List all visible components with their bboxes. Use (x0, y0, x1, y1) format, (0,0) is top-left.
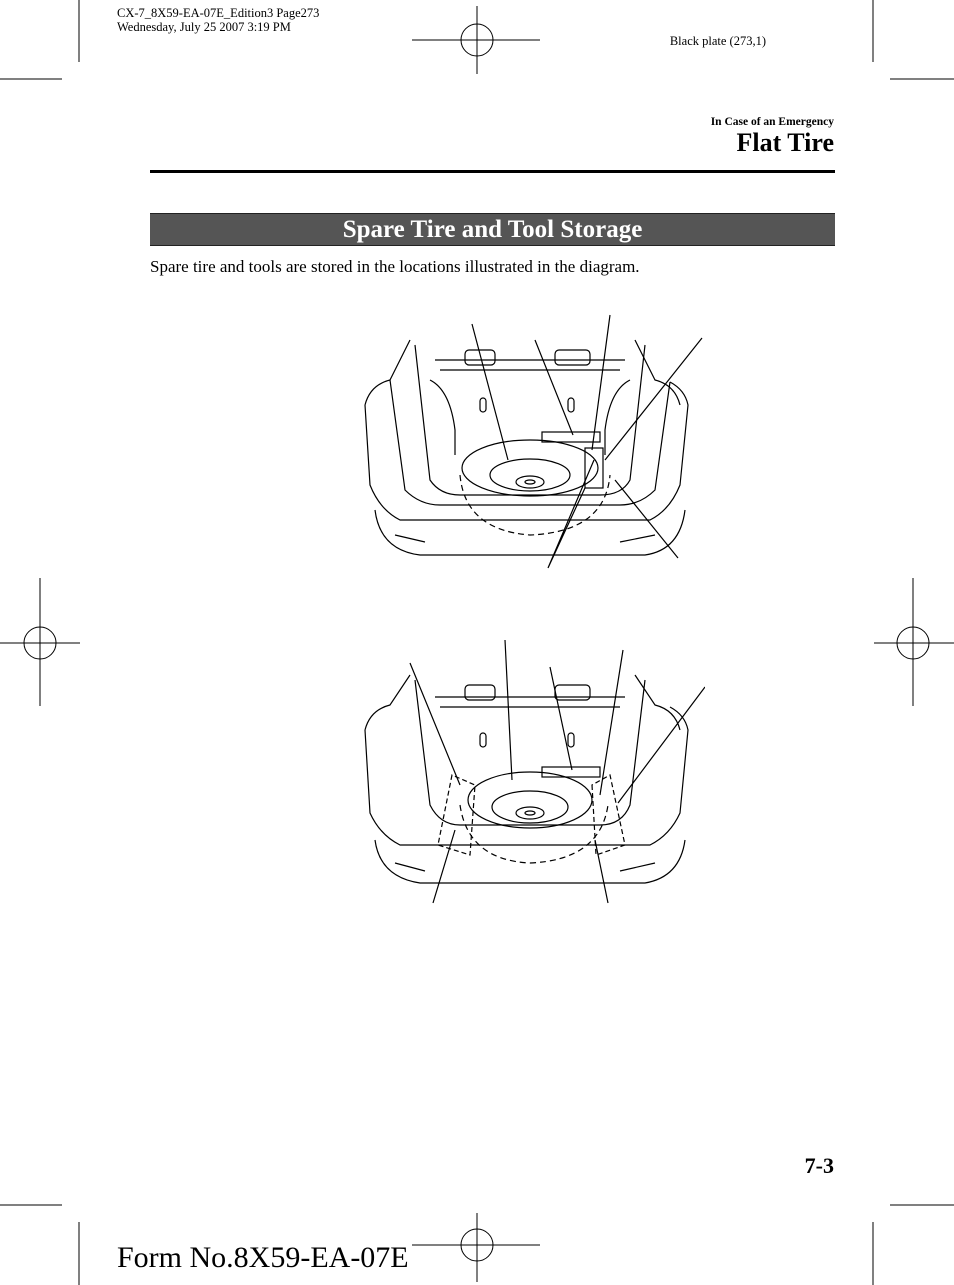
diagram-top (360, 310, 705, 580)
print-info (117, 6, 319, 34)
registration-mark-left (0, 578, 80, 706)
registration-mark-top (412, 6, 540, 74)
diagram-bottom (360, 635, 705, 910)
body-text: Spare tire and tools are stored in the locations illustrated in the diagram. (150, 257, 640, 276)
page-number: 7-3 (804, 1153, 834, 1178)
header-rule (150, 170, 835, 173)
chapter-title: Flat Tire (736, 128, 834, 157)
section-label: In Case of an Emergency (710, 116, 834, 128)
print-info-line2: Wednesday, July 25 2007 3:19 PM (117, 20, 291, 34)
plate-label: Black plate (273,1) (669, 34, 766, 48)
registration-mark-right (874, 578, 954, 706)
registration-mark-bottom (412, 1213, 540, 1282)
form-number: Form No.8X59-EA-07E (117, 1241, 409, 1274)
print-info-line1: CX-7_8X59-EA-07E_Edition3 Page273 (117, 6, 320, 20)
section-banner: Spare Tire and Tool Storage (150, 213, 835, 246)
